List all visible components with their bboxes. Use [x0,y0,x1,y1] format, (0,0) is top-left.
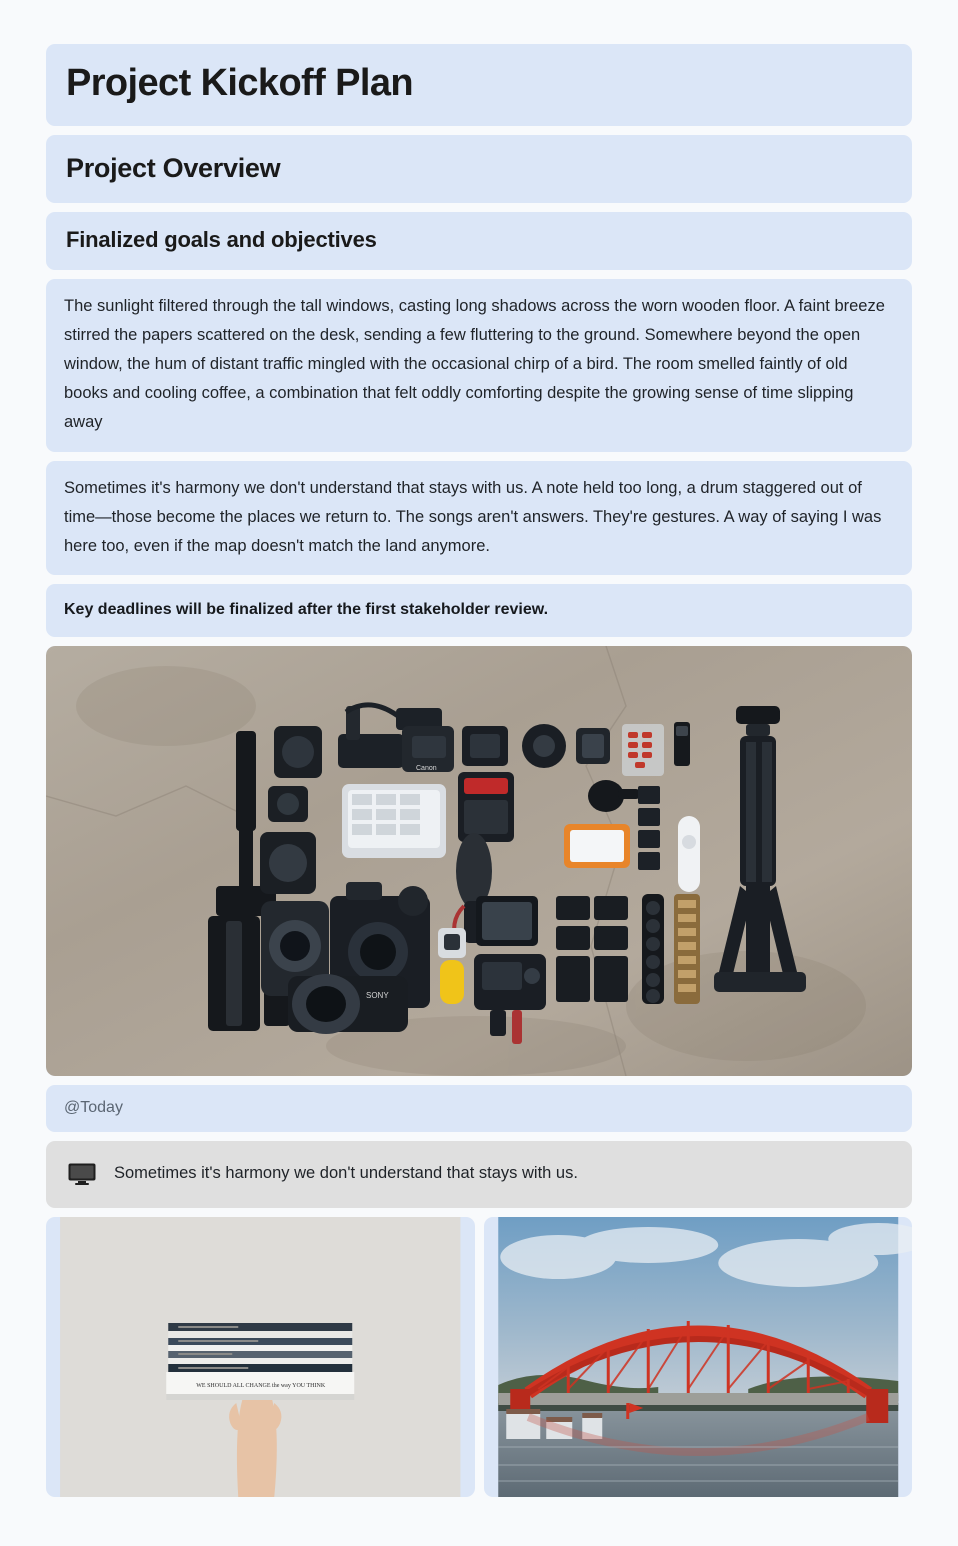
hero-image [46,646,912,1076]
svg-text:SONY: SONY [366,991,389,1001]
right-image-block[interactable] [484,1217,913,1497]
heading-overview: Project Overview [66,152,281,183]
paragraph-2[interactable]: Sometimes it's harmony we don't understand that stays with us. A note held too long, a drum staggered out of time—those become the places we return to. The songs aren't answers. They're gestures. A way of saying I was here too, even if the map doesn't match the land anymore. [46,461,912,576]
left-image-block[interactable] [46,1217,475,1497]
monitor-icon [68,1163,96,1185]
page-title: Project Kickoff Plan [66,62,413,104]
callout-block[interactable] [46,1141,912,1208]
paragraph-1[interactable]: The sunlight filtered through the tall windows, casting long shadows across the worn wooden floor. A faint breeze stirred the papers scattered on the desk, sending a few fluttering to the ground. Somewhere beyond the open window, the hum of distant traffic mingled with the occasional chirp of a bird. The room smelled faintly of old books and cooling coffee, a combination that felt oddly comforting despite the growing sense of time slipping away [46,279,912,451]
books-image [46,1217,475,1497]
mention-today[interactable]: @Today [46,1085,912,1132]
svg-text:Canon: Canon [416,765,437,773]
heading-goals-block[interactable] [46,212,912,270]
two-column-image-row [46,1217,912,1506]
heading-overview-block[interactable] [46,135,912,203]
heading-goals: Finalized goals and objectives [66,227,377,253]
paragraph-bold-deadlines[interactable]: Key deadlines will be finalized after the first stakeholder review. [46,584,912,637]
hero-image-block[interactable] [46,646,912,1076]
page-title-block[interactable] [46,44,912,126]
callout-text: Sometimes it's harmony we don't understand that stays with us. [114,1164,578,1183]
svg-text:WE SHOULD ALL CHANGE the way Y: WE SHOULD ALL CHANGE the way YOU THINK [196,1383,326,1390]
bridge-image [484,1217,913,1497]
